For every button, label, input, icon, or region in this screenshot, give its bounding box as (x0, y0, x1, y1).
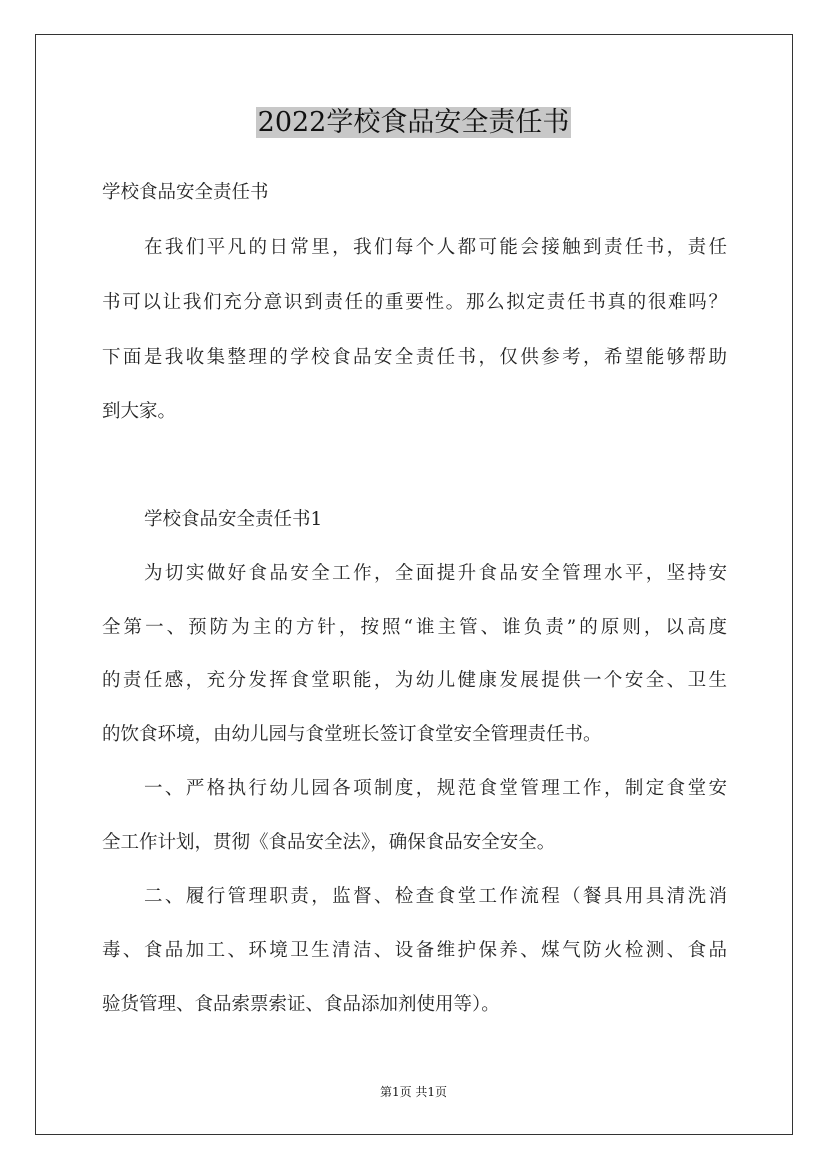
paragraph-line: 二、履行管理职责，监督、检查食堂工作流程（餐具用具清洗消 (144, 886, 727, 907)
paragraph-line: 全工作计划，贯彻《食品安全法》，确保食品安全安全。 (102, 832, 556, 853)
document-subtitle: 学校食品安全责任书 (102, 182, 269, 203)
paragraph-line: 为切实做好食品安全工作，全面提升食品安全管理水平，坚持安 (144, 563, 727, 584)
paragraph-line: 书可以让我们充分意识到责任的重要性。那么拟定责任书真的很难吗？ (102, 292, 727, 313)
paragraph-line: 全第一、预防为主的方针，按照“谁主管、谁负责”的原则，以高度 (102, 617, 727, 638)
section-heading: 学校食品安全责任书1 (144, 509, 323, 530)
page-footer: 第1页 共1页 (379, 1085, 448, 1099)
paragraph-line: 的责任感，充分发挥食堂职能，为幼儿健康发展提供一个安全、卫生 (102, 670, 727, 691)
paragraph-line: 到大家。 (102, 401, 177, 422)
document-title: 2022学校食品安全责任书 (257, 107, 570, 138)
paragraph-line: 验货管理、食品索票索证、食品添加剂使用等）。 (102, 994, 500, 1015)
paragraph-line: 在我们平凡的日常里，我们每个人都可能会接触到责任书，责任 (144, 237, 727, 258)
paragraph-line: 的饮食环境，由幼儿园与食堂班长签订食堂安全管理责任书。 (102, 724, 602, 745)
paragraph-line: 下面是我收集整理的学校食品安全责任书，仅供参考，希望能够帮助 (102, 347, 727, 368)
paragraph-line: 一、严格执行幼儿园各项制度，规范食堂管理工作，制定食堂安 (144, 778, 727, 799)
paragraph-line: 毒、食品加工、环境卫生清洁、设备维护保养、煤气防火检测、食品 (102, 940, 727, 961)
